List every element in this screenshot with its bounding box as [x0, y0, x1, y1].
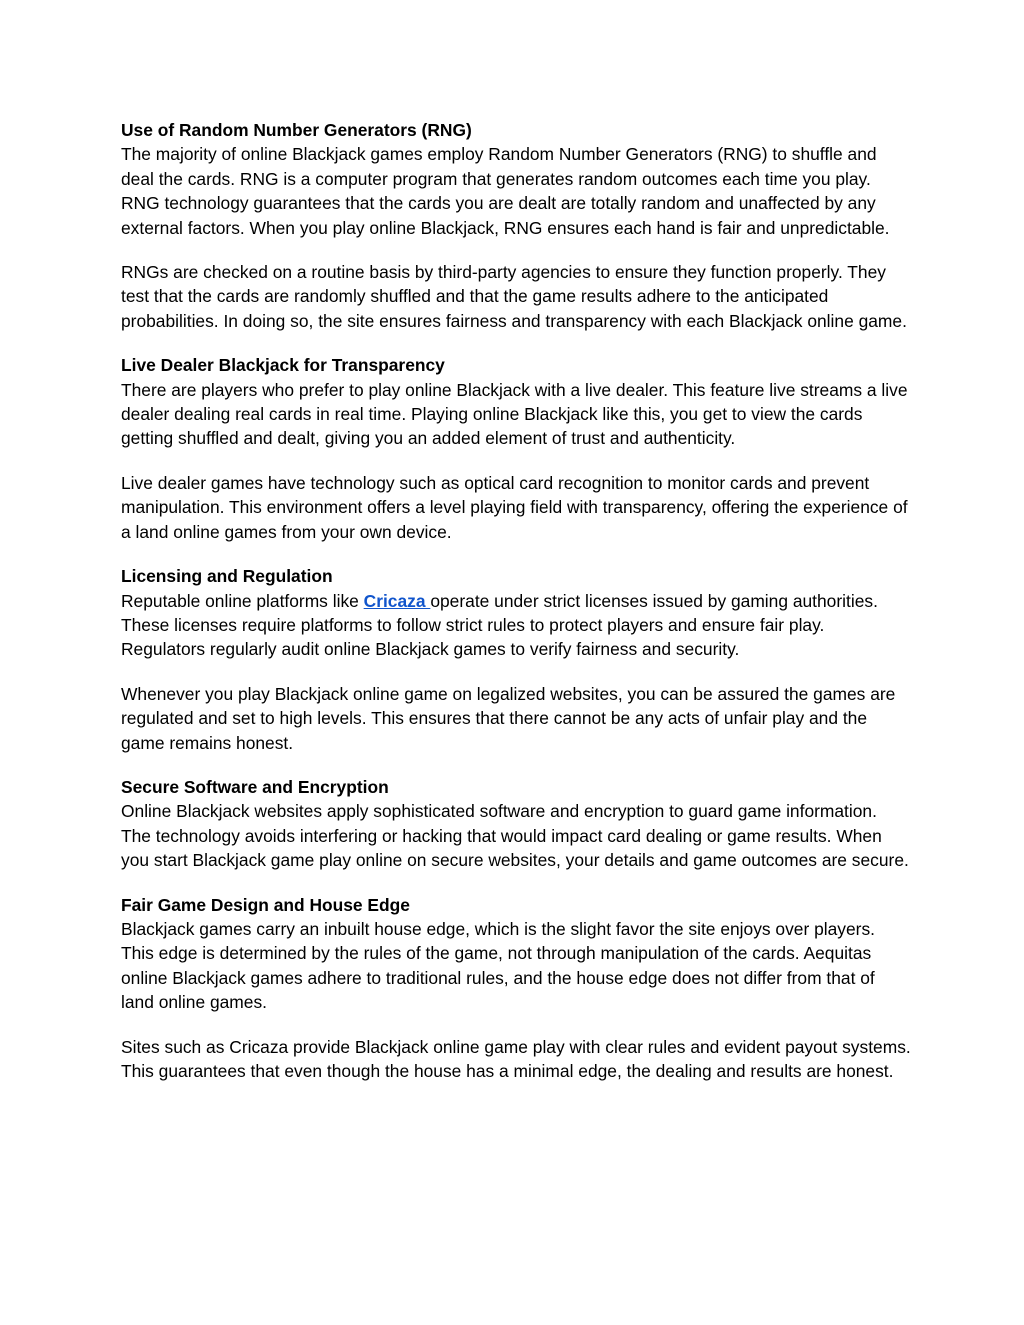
- paragraph: Whenever you play Blackjack online game on legalized websites, you can be assured the games are regulated and set to high levels. This ensures that there cannot be any acts of unfair play and the game remains honest.: [121, 683, 896, 753]
- paragraph: The majority of online Blackjack games employ Random Number Generators (RNG) to shuffle and deal the cards. RNG is a computer program that generates random outcomes each time you play. RNG technology guarantees that the cards you are dealt are totally random and unaffected by any external factors. When you play online Blackjack, RNG ensures each hand is fair and unpredictable.: [121, 144, 890, 238]
- paragraph-text: Reputable online platforms like: [121, 590, 364, 611]
- section-heading: Licensing and Regulation: [121, 566, 333, 587]
- paragraph-with-link: [121, 589, 911, 662]
- paragraph-text: operate under strict licenses issued by gaming authorities. These licenses require platforms to follow strict rules to protect players and ensure fair play. Regulators regularly audit online Blackjack games to verify fairness and security.: [121, 590, 878, 660]
- section-heading: Use of Random Number Generators (RNG): [121, 120, 472, 140]
- paragraph: Sites such as Cricaza provide Blackjack online game play with clear rules and evident payout systems. This guarantees that even though the house has a minimal edge, the dealing and results are honest.: [121, 1036, 911, 1081]
- section-house-edge: [121, 893, 911, 1084]
- paragraph: There are players who prefer to play online Blackjack with a live dealer. This feature live streams a live dealer dealing real cards in real time. Playing online Blackjack like this, you get to view the cards getting shuffled and dealt, giving you an added element of trust and authenticity.: [121, 379, 908, 449]
- section-licensing: [121, 564, 911, 755]
- paragraph: RNGs are checked on a routine basis by third-party agencies to ensure they function properly. They test that the cards are randomly shuffled and that the game results adhere to the anticipated probabilities. In doing so, the site ensures fairness and transparency with each Blackjack online game.: [121, 262, 907, 331]
- paragraph: Live dealer games have technology such as optical card recognition to monitor cards and prevent manipulation. This environment offers a level playing field with transparency, offering the experience of a land online games from your own device.: [121, 472, 908, 542]
- section-rng: [121, 118, 911, 333]
- section-secure-software: [121, 775, 911, 873]
- section-heading: Live Dealer Blackjack for Transparency: [121, 355, 445, 376]
- paragraph: Online Blackjack websites apply sophisticated software and encryption to guard game information. The technology avoids interfering or hacking that would impact card dealing or game results. When you start Blackjack game play online on secure websites, your details and game outcomes are secure.: [121, 801, 909, 871]
- cricaza-link[interactable]: Cricaza: [363, 590, 431, 611]
- paragraph: Blackjack games carry an inbuilt house edge, which is the slight favor the site enjoys over players. This edge is determined by the rules of the game, not through manipulation of the cards. Aequitas online Blackjack games adhere to traditional rules, and the house edge does not differ from that of land online games.: [121, 918, 875, 1013]
- section-heading: Secure Software and Encryption: [121, 776, 389, 797]
- section-heading: Fair Game Design and House Edge: [121, 894, 410, 915]
- section-live-dealer: [121, 353, 911, 544]
- document-page: [121, 118, 911, 1083]
